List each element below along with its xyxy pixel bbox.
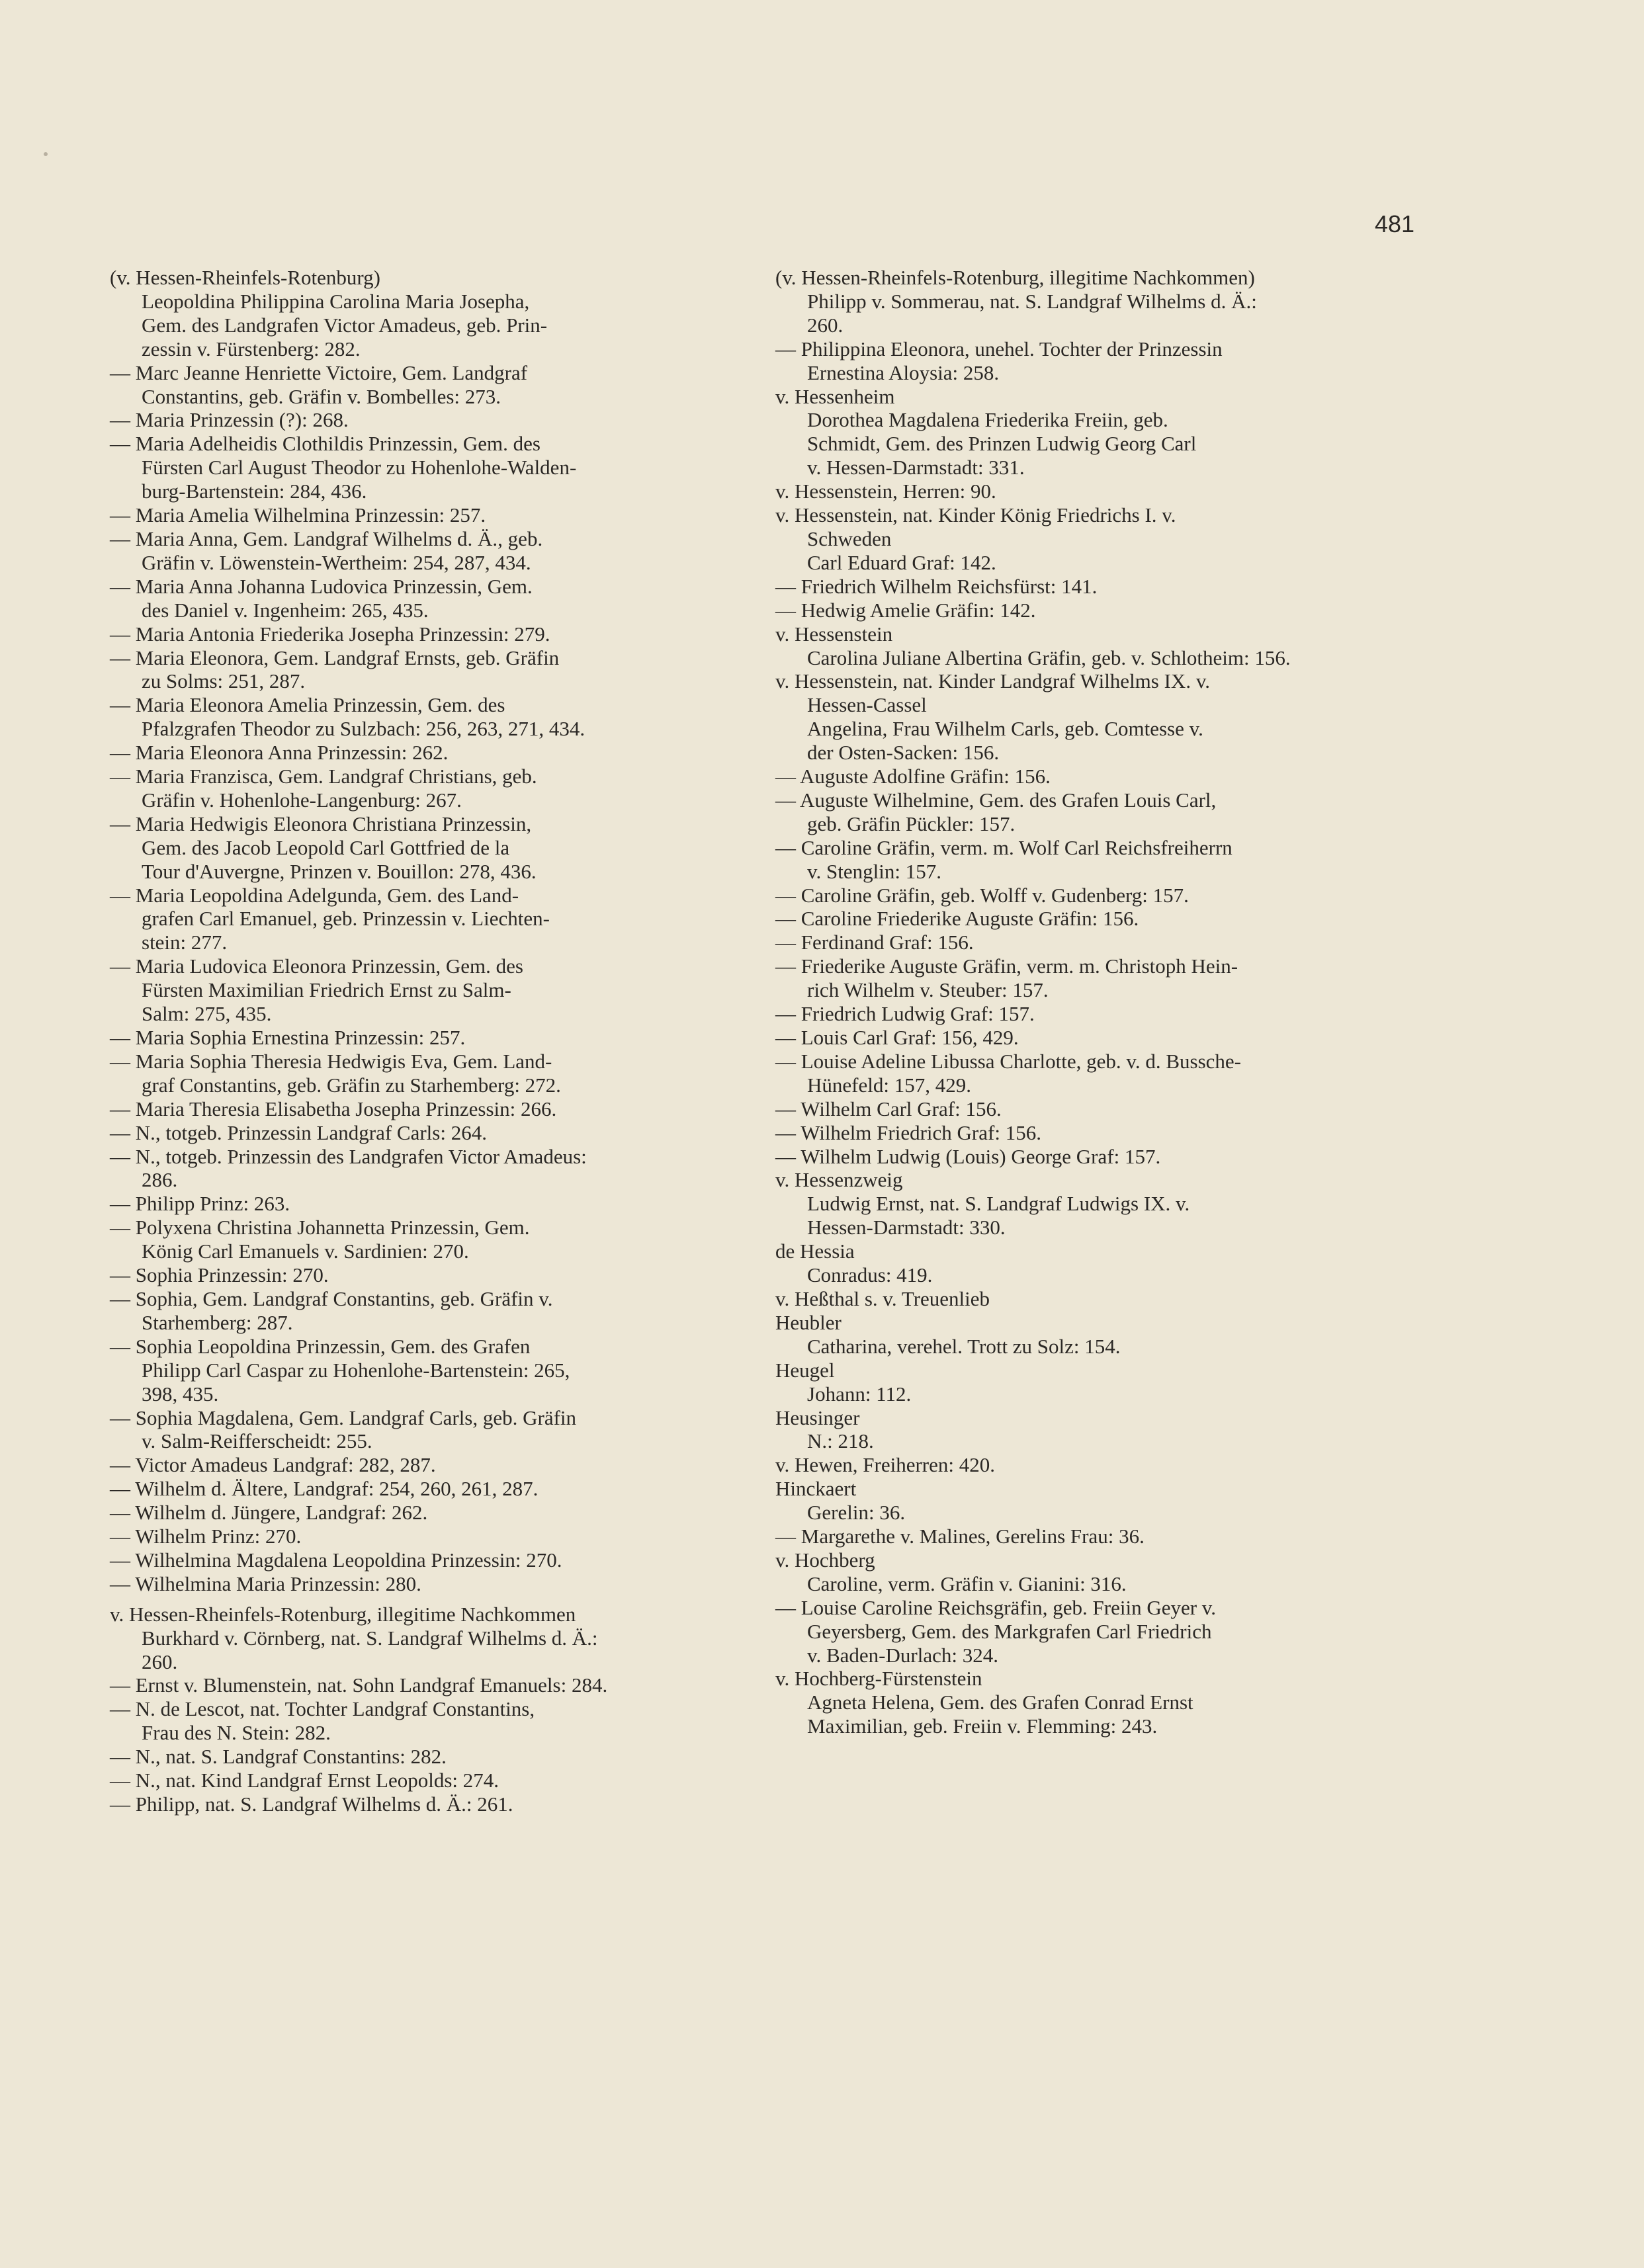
index-entry: — Philipp, nat. S. Landgraf Wilhelms d. Ä.: 261. — [110, 1792, 513, 1816]
index-entry-continuation: Agneta Helena, Gem. des Grafen Conrad Ernst — [807, 1691, 1193, 1714]
index-entry-continuation: 398, 435. — [142, 1382, 219, 1406]
index-entry: — Maria Sophia Ernestina Prinzessin: 257. — [110, 1026, 466, 1049]
index-entry: — Wilhelm d. Jüngere, Landgraf: 262. — [110, 1501, 428, 1525]
index-entry: — Maria Adelheidis Clothildis Prinzessin, Gem. des — [110, 432, 541, 456]
index-entry-continuation: grafen Carl Emanuel, geb. Prinzessin v. Liechten- — [142, 907, 550, 931]
index-entry-continuation: Dorothea Magdalena Friederika Freiin, geb. — [807, 408, 1168, 432]
index-entry: — Friedrich Wilhelm Reichsfürst: 141. — [775, 574, 1098, 598]
index-entry-continuation: zu Solms: 251, 287. — [142, 669, 306, 693]
index-entry-continuation: Hessen-Darmstadt: 330. — [807, 1216, 1006, 1239]
index-entry: — Louis Carl Graf: 156, 429. — [775, 1026, 1019, 1049]
index-entry: v. Hessenstein, nat. Kinder König Friedrichs I. v. — [775, 503, 1176, 527]
index-entry-continuation: Ernestina Aloysia: 258. — [807, 360, 1000, 384]
index-entry: — Maria Eleonora Amelia Prinzessin, Gem. des — [110, 693, 505, 717]
index-entry: — N. de Lescot, nat. Tochter Landgraf Constantins, — [110, 1697, 535, 1721]
index-entry: v. Hewen, Freiherren: 420. — [775, 1453, 995, 1477]
index-entry: Heusinger — [775, 1406, 860, 1429]
index-entry-continuation: Hessen-Cassel — [807, 693, 927, 717]
index-entry: — Margarethe v. Malines, Gerelins Frau: 36. — [775, 1525, 1145, 1548]
index-entry: — Philippina Eleonora, unehel. Tochter der Prinzessin — [775, 337, 1223, 360]
index-entry-continuation: Carl Eduard Graf: 142. — [807, 550, 996, 574]
index-entry: — Maria Amelia Wilhelmina Prinzessin: 257. — [110, 503, 486, 527]
index-entry-continuation: Gräfin v. Hohenlohe-Langenburg: 267. — [142, 788, 462, 812]
index-entry: — Caroline Gräfin, geb. Wolff v. Gudenberg: 157. — [775, 883, 1189, 907]
page-number: 481 — [1375, 210, 1415, 237]
index-entry: — Maria Hedwigis Eleonora Christiana Prinzessin, — [110, 812, 532, 835]
index-entry: — Wilhelm Friedrich Graf: 156. — [775, 1120, 1041, 1144]
index-entry: (v. Hessen-Rheinfels-Rotenburg) — [110, 266, 380, 289]
index-entry: — Sophia, Gem. Landgraf Constantins, geb. Gräfin v. — [110, 1286, 553, 1310]
index-entry: — Wilhelm Ludwig (Louis) George Graf: 157. — [775, 1144, 1161, 1168]
index-entry-continuation: Catharina, verehel. Trott zu Solz: 154. — [807, 1334, 1121, 1358]
index-entry: — Maria Antonia Friederika Josepha Prinzessin: 279. — [110, 622, 550, 646]
index-entry-continuation: zessin v. Fürstenberg: 282. — [142, 337, 361, 360]
index-entry: — Wilhelm Prinz: 270. — [110, 1525, 302, 1548]
index-entry: — Wilhelm d. Ältere, Landgraf: 254, 260, 261, 287. — [110, 1477, 539, 1501]
index-entry: v. Hessen-Rheinfels-Rotenburg, illegitime Nachkommen — [110, 1602, 576, 1626]
index-entry-continuation: Philipp Carl Caspar zu Hohenlohe-Bartenstein: 265, — [142, 1358, 570, 1382]
index-entry-continuation: Gräfin v. Löwenstein-Wertheim: 254, 287, 434. — [142, 550, 531, 574]
index-entry: — Maria Sophia Theresia Hedwigis Eva, Gem. Land- — [110, 1049, 552, 1073]
index-entry-continuation: burg-Bartenstein: 284, 436. — [142, 480, 367, 503]
index-entry-continuation: Conradus: 419. — [807, 1263, 933, 1287]
index-entry: — Wilhelm Carl Graf: 156. — [775, 1097, 1002, 1120]
index-entry-continuation: Caroline, verm. Gräfin v. Gianini: 316. — [807, 1572, 1127, 1595]
index-entry: Heugel — [775, 1358, 835, 1382]
index-entry-continuation: 260. — [142, 1650, 178, 1673]
index-entry-continuation: Fürsten Maximilian Friedrich Ernst zu Salm- — [142, 978, 511, 1002]
index-entry: — Maria Franzisca, Gem. Landgraf Christians, geb. — [110, 765, 537, 788]
index-entry: — Friederike Auguste Gräfin, verm. m. Christoph Hein- — [775, 954, 1238, 978]
index-entry: — Sophia Magdalena, Gem. Landgraf Carls, geb. Gräfin — [110, 1406, 577, 1429]
index-entry-continuation: Ludwig Ernst, nat. S. Landgraf Ludwigs IX. v. — [807, 1192, 1190, 1216]
index-entry-continuation: des Daniel v. Ingenheim: 265, 435. — [142, 598, 429, 622]
index-entry-continuation: Gerelin: 36. — [807, 1501, 906, 1525]
index-entry: — Maria Anna Johanna Ludovica Prinzessin, Gem. — [110, 574, 533, 598]
index-entry-continuation: Angelina, Frau Wilhelm Carls, geb. Comtesse v. — [807, 717, 1203, 741]
index-entry-continuation: Pfalzgrafen Theodor zu Sulzbach: 256, 263, 271, 434. — [142, 717, 585, 741]
index-entry-continuation: v. Stenglin: 157. — [807, 859, 941, 883]
index-entry-continuation: Constantins, geb. Gräfin v. Bombelles: 273. — [142, 384, 501, 408]
index-entry: — Maria Prinzessin (?): 268. — [110, 408, 349, 432]
index-entry: — Caroline Friederike Auguste Gräfin: 156. — [775, 907, 1139, 931]
index-entry-continuation: v. Hessen-Darmstadt: 331. — [807, 456, 1025, 480]
index-entry-continuation: geb. Gräfin Pückler: 157. — [807, 812, 1016, 835]
index-entry: — Maria Leopoldina Adelgunda, Gem. des Land- — [110, 883, 519, 907]
index-entry-continuation: N.: 218. — [807, 1429, 874, 1453]
index-entry-continuation: Philipp v. Sommerau, nat. S. Landgraf Wilhelms d. Ä.: — [807, 289, 1257, 313]
index-entry: — Louise Caroline Reichsgräfin, geb. Freiin Geyer v. — [775, 1595, 1217, 1619]
index-entry-continuation: 260. — [807, 313, 844, 337]
index-entry: v. Hochberg-Fürstenstein — [775, 1667, 982, 1691]
index-entry-continuation: stein: 277. — [142, 931, 228, 954]
index-entry: — Maria Anna, Gem. Landgraf Wilhelms d. Ä., geb. — [110, 526, 543, 550]
index-entry-continuation: der Osten-Sacken: 156. — [807, 741, 1000, 765]
index-entry: — Friedrich Ludwig Graf: 157. — [775, 1002, 1035, 1026]
index-entry: (v. Hessen-Rheinfels-Rotenburg, illegitime Nachkommen) — [775, 266, 1255, 289]
index-entry: — Hedwig Amelie Gräfin: 142. — [775, 598, 1036, 622]
left-column — [110, 266, 742, 1816]
index-entry-continuation: Fürsten Carl August Theodor zu Hohenlohe-Walden- — [142, 456, 577, 480]
index-entry-continuation: 286. — [142, 1168, 178, 1192]
index-entry: — N., totgeb. Prinzessin Landgraf Carls: 264. — [110, 1120, 487, 1144]
index-entry: — Louise Adeline Libussa Charlotte, geb. v. d. Bussche- — [775, 1049, 1241, 1073]
index-entry-continuation: rich Wilhelm v. Steuber: 157. — [807, 978, 1049, 1002]
index-entry-continuation: Schweden — [807, 526, 892, 550]
index-entry-continuation: König Carl Emanuels v. Sardinien: 270. — [142, 1239, 469, 1263]
index-entry: — Maria Theresia Elisabetha Josepha Prinzessin: 266. — [110, 1097, 557, 1120]
index-entry: — Auguste Wilhelmine, Gem. des Grafen Louis Carl, — [775, 788, 1217, 812]
index-entry: v. Hessenzweig — [775, 1168, 903, 1192]
index-entry: — Caroline Gräfin, verm. m. Wolf Carl Reichsfreiherrn — [775, 835, 1233, 859]
index-entry: — Wilhelmina Maria Prinzessin: 280. — [110, 1572, 421, 1595]
index-entry: v. Heßthal s. v. Treuenlieb — [775, 1286, 990, 1310]
index-entry: v. Hessenstein, nat. Kinder Landgraf Wilhelms IX. v. — [775, 669, 1211, 693]
index-entry: v. Hessenheim — [775, 384, 895, 408]
section-gap — [110, 1596, 742, 1603]
index-entry: — Victor Amadeus Landgraf: 282, 287. — [110, 1453, 436, 1477]
index-entry: — Sophia Prinzessin: 270. — [110, 1263, 329, 1287]
index-entry: — Wilhelmina Magdalena Leopoldina Prinzessin: 270. — [110, 1548, 562, 1572]
index-entry: — Polyxena Christina Johannetta Prinzessin, Gem. — [110, 1216, 530, 1239]
index-entry: — Maria Eleonora Anna Prinzessin: 262. — [110, 741, 449, 765]
index-entry-continuation: Schmidt, Gem. des Prinzen Ludwig Georg Carl — [807, 432, 1197, 456]
index-entry-continuation: Leopoldina Philippina Carolina Maria Josepha, — [142, 289, 530, 313]
index-entry: — N., nat. S. Landgraf Constantins: 282. — [110, 1745, 447, 1769]
index-entry: — Marc Jeanne Henriette Victoire, Gem. Landgraf — [110, 360, 528, 384]
index-entry: — Maria Ludovica Eleonora Prinzessin, Gem. des — [110, 954, 523, 978]
index-entry-continuation: Starhemberg: 287. — [142, 1310, 293, 1334]
index-entry-continuation: Johann: 112. — [807, 1382, 912, 1406]
index-entry-continuation: graf Constantins, geb. Gräfin zu Starhemberg: 272. — [142, 1073, 561, 1097]
index-entry-continuation: Salm: 275, 435. — [142, 1002, 272, 1026]
index-entry: — Ferdinand Graf: 156. — [775, 931, 974, 954]
paper-speck — [44, 152, 48, 156]
index-entry: de Hessia — [775, 1239, 855, 1263]
index-entry: — Philipp Prinz: 263. — [110, 1192, 290, 1216]
index-entry-continuation: v. Baden-Durlach: 324. — [807, 1643, 998, 1667]
index-entry-continuation: Gem. des Jacob Leopold Carl Gottfried de la — [142, 835, 510, 859]
index-entry-continuation: Gem. des Landgrafen Victor Amadeus, geb. Prin- — [142, 313, 548, 337]
index-entry: Heubler — [775, 1310, 842, 1334]
index-entry-continuation: Maximilian, geb. Freiin v. Flemming: 243. — [807, 1714, 1158, 1738]
index-entry-continuation: Frau des N. Stein: 282. — [142, 1721, 331, 1745]
index-entry-continuation: Geyersberg, Gem. des Markgrafen Carl Friedrich — [807, 1619, 1212, 1643]
index-entry: — Ernst v. Blumenstein, nat. Sohn Landgraf Emanuels: 284. — [110, 1673, 608, 1697]
index-entry: v. Hessenstein — [775, 622, 893, 646]
index-entry: — Maria Eleonora, Gem. Landgraf Ernsts, geb. Gräfin — [110, 646, 560, 669]
index-entry: v. Hessenstein, Herren: 90. — [775, 480, 996, 503]
right-column — [775, 266, 1414, 1738]
index-entry-continuation: Hünefeld: 157, 429. — [807, 1073, 971, 1097]
index-entry: — Sophia Leopoldina Prinzessin, Gem. des Grafen — [110, 1334, 531, 1358]
index-entry: v. Hochberg — [775, 1548, 875, 1572]
index-entry: — Auguste Adolfine Gräfin: 156. — [775, 765, 1051, 788]
index-entry: Hinckaert — [775, 1477, 857, 1501]
index-entry-continuation: Burkhard v. Cörnberg, nat. S. Landgraf Wilhelms d. Ä.: — [142, 1626, 598, 1650]
index-entry-continuation: Tour d'Auvergne, Prinzen v. Bouillon: 278, 436. — [142, 859, 537, 883]
index-entry-continuation: v. Salm-Reifferscheidt: 255. — [142, 1429, 372, 1453]
index-entry: — N., totgeb. Prinzessin des Landgrafen Victor Amadeus: — [110, 1144, 587, 1168]
index-entry: — N., nat. Kind Landgraf Ernst Leopolds: 274. — [110, 1769, 499, 1792]
index-entry-continuation: Carolina Juliane Albertina Gräfin, geb. v. Schlotheim: 156. — [807, 646, 1291, 669]
